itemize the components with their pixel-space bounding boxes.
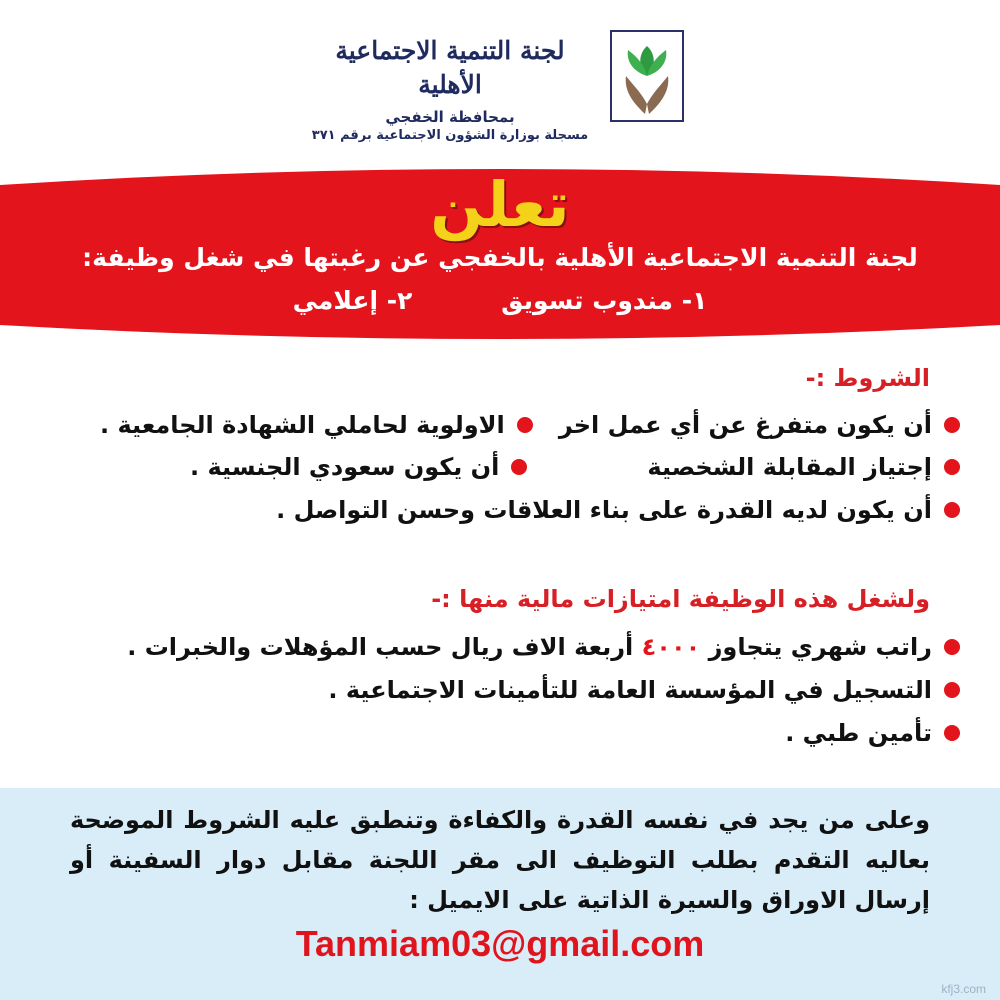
- bullet-icon: [944, 639, 960, 655]
- jobs-line: [200, 286, 800, 315]
- job-1: ١- مندوب تسويق: [501, 286, 708, 315]
- intro-line: لجنة التنمية الاجتماعية الأهلية بالخفجي عن رغبتها في شغل وظيفة:: [82, 243, 918, 272]
- benefit-item: التسجيل في المؤسسة العامة للتأمينات الاجتماعية .: [328, 676, 932, 704]
- watermark: kfj3.com: [941, 982, 986, 996]
- bullet-icon: [517, 417, 533, 433]
- benefits-title: ولشغل هذه الوظيفة امتيازات مالية منها :-: [431, 585, 930, 613]
- condition-row: [40, 405, 960, 445]
- announce-title: تعلن: [430, 168, 570, 241]
- email-address: Tanmiam03@gmail.com: [295, 923, 705, 964]
- condition-row: [40, 447, 960, 487]
- leaf-hands-icon: [612, 32, 682, 120]
- condition-item: إجتياز المقابلة الشخصية: [647, 453, 932, 481]
- closing-text: وعلى من يجد في نفسه القدرة والكفاءة وتنطبق عليه الشروط الموضحة بعاليه التقدم بطلب التوظيف الى مقر اللجنة مقابل دوار السفينة أو إرسال الاوراق والسيرة الذاتية على الايميل :: [70, 806, 930, 914]
- condition-item: أن يكون لديه القدرة على بناء العلاقات وحسن التواصل .: [276, 496, 932, 524]
- condition-item: أن يكون متفرغ عن أي عمل اخر: [558, 411, 932, 439]
- benefit-row: [40, 627, 960, 667]
- bullet-icon: [944, 417, 960, 433]
- bullet-icon: [944, 725, 960, 741]
- benefit-row: [40, 670, 960, 710]
- bullet-icon: [511, 459, 527, 475]
- benefit-row: [40, 713, 960, 753]
- conditions-title: الشروط :-: [805, 364, 930, 392]
- condition-item: الاولوية لحاملي الشهادة الجامعية .: [100, 411, 505, 439]
- salary-post: أربعة الاف ريال حسب المؤهلات والخبرات .: [127, 633, 634, 661]
- salary-amount: ٤٠٠٠: [641, 633, 701, 661]
- org-city: بمحافظة الخفجي: [385, 108, 515, 126]
- condition-item: أن يكون سعودي الجنسية .: [190, 453, 500, 481]
- benefit-item: تأمين طبي .: [785, 719, 932, 747]
- bullet-icon: [944, 502, 960, 518]
- org-title-block: [300, 34, 600, 143]
- job-2: ٢- إعلامي: [292, 286, 413, 315]
- header: [0, 0, 1000, 165]
- logo: [610, 30, 684, 122]
- bullet-icon: [944, 459, 960, 475]
- org-name: لجنة التنمية الاجتماعية الأهلية: [335, 36, 565, 99]
- registration-text: مسجلة بوزارة الشؤون الاجتماعية برقم ٣٧١: [311, 128, 589, 143]
- condition-row: [40, 490, 960, 530]
- bullet-icon: [944, 682, 960, 698]
- salary-pre: راتب شهري يتجاوز: [708, 633, 932, 661]
